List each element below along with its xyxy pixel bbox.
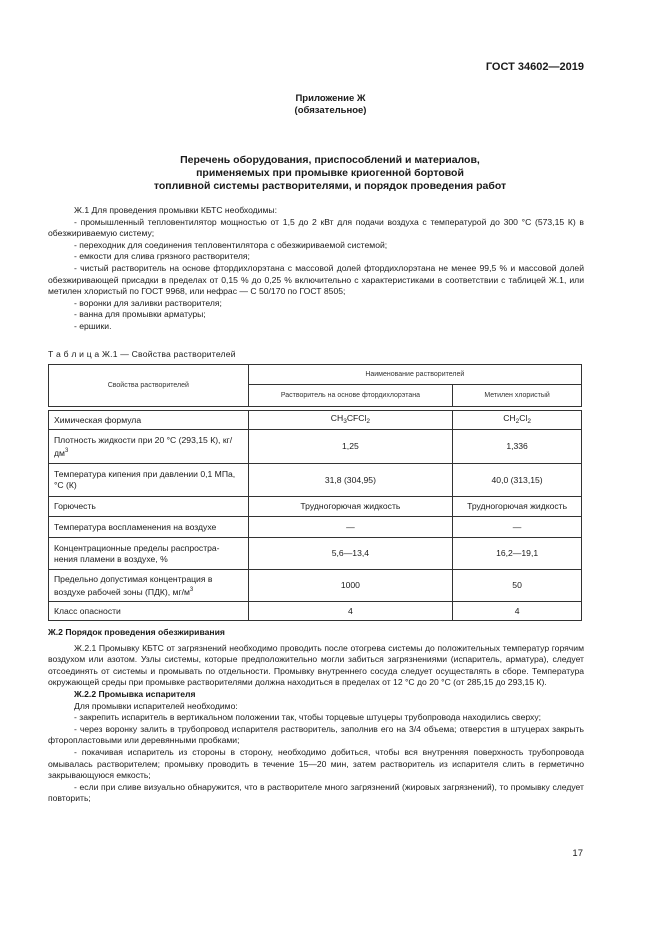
formula-b: $CH_2Cl_2$	[453, 411, 582, 430]
table-row	[49, 570, 582, 602]
cell-value: 4	[453, 602, 582, 621]
table-row	[49, 538, 582, 570]
heading-line-1: Перечень оборудования, приспособлений и материалов,	[180, 154, 480, 166]
table-row	[49, 464, 582, 497]
list-item: - закрепить испаритель в вертикальном положении так, чтобы торцевые штуцеры трубопровода находились сверху;	[74, 712, 542, 723]
row-label: Горючесть	[49, 497, 249, 517]
cell-value: 40,0 (313,15)	[453, 464, 582, 497]
formula-a: $CH_3CFCl_2$	[248, 411, 453, 430]
row-label: Предельно допустимая концентрация в воздухе рабочей зоны (ПДК), $мг/м^3$	[49, 570, 249, 602]
table-row	[49, 517, 582, 538]
subsection-title: Ж.2.2 Промывка испарителя	[74, 688, 196, 699]
cell-value: 4	[248, 602, 453, 621]
table-row	[49, 497, 582, 517]
heading-line-2: применяемых при промывке криогенной бортовой	[196, 167, 464, 179]
annex-title: Приложение Ж	[295, 93, 366, 104]
annex-status: (обязательное)	[294, 105, 367, 116]
paragraph: Ж.2.1 Промывку КБТС от загрязнений необходимо проводить после отогрева системы до положительных температур горячим воздухом или азотом. Узлы системы, которые предположительно могли забиться загрязнениями (испаритель, арматура), следует отсоединять от системы и промывать по отдельности. Промывку внутреннего сосуда следует осуществлять в сборе. Температура окружающей среды при промывке растворителями должна находиться в пределах от 12 °С до 20 °С (от 285,15 до 293,15 К).	[48, 642, 584, 688]
list-item: - через воронку залить в трубопровод испарителя растворитель, заполнив его на 3/4 объема; отверстия в штуцерах закрыть фторопластовыми или деревянными пробками;	[48, 723, 584, 746]
cell-value: 5,6—13,4	[248, 538, 453, 570]
cell-value: 16,2—19,1	[453, 538, 582, 570]
list-item: - ванна для промывки арматуры;	[74, 309, 206, 320]
list-item: - ершики.	[74, 320, 112, 331]
intro-section	[48, 205, 584, 333]
list-item: - покачивая испаритель из стороны в сторону, необходимо добиться, чтобы вся внутренняя поверхность трубопровода омывалась растворителем; промывку проводить в течение 15—20 мин, затем растворитель из испарителя слить в герметично закрывающуюся емкость;	[48, 746, 584, 781]
cell-value: 31,8 (304,95)	[248, 464, 453, 497]
page-number: 17	[572, 848, 583, 859]
header-properties: Свойства растворителей	[49, 365, 249, 407]
list-item: - переходник для соединения тепловентилятора с обезжириваемой системой;	[74, 239, 388, 250]
list-item: - если при сливе визуально обнаружится, что в растворителе много загрязнений (жировых загрязнений), то промывку следует повторить;	[48, 781, 584, 804]
cell-value: 50	[453, 570, 582, 602]
row-label: Температура воспламенения на воздухе	[49, 517, 249, 538]
list-item: - промышленный тепловентилятор мощностью от 1,5 до 2 кВт для подачи воздуха с температурой до 300 °С (573,15 К) в обезжириваемую систему;	[48, 216, 584, 239]
row-label: Плотность жидкости при 20 °С (293,15 К), $кг/дм^3$	[49, 430, 249, 464]
cell-value: —	[453, 517, 582, 538]
cell-value: 1000	[248, 570, 453, 602]
annex-heading	[80, 154, 580, 193]
row-label: Температура кипения при давлении 0,1 МПа, °С (К)	[49, 464, 249, 497]
solvent-properties-table	[48, 364, 582, 621]
section-2	[48, 627, 584, 805]
row-label: Химическая формула	[49, 411, 249, 430]
intro-paragraph: Ж.1 Для проведения промывки КБТС необходимы:	[74, 205, 277, 215]
header-solvent-a: Растворитель на основе фтордихлорэтана	[248, 385, 453, 407]
cell-value: 1,336	[453, 430, 582, 464]
section-title: Ж.2 Порядок проведения обезжиривания	[48, 627, 225, 637]
list-item: - емкости для слива грязного растворителя;	[74, 251, 250, 262]
list-item: - чистый растворитель на основе фтордихлорэтана с массовой долей фтордихлорэтана не менее 99,5 % и массовой долей обезжиривающей присадки в пределах от 0,15 % до 0,25 % включительно с характеристиками в соответствии с таблицей Ж.1, или метилен хлористый по ГОСТ 9968, или нефрас — С 50/170 по ГОСТ 8505;	[48, 262, 584, 297]
table-row	[49, 602, 582, 621]
table-row	[49, 430, 582, 464]
heading-line-3: топливной системы растворителями, и порядок проведения работ	[153, 180, 507, 192]
table-caption: Т а б л и ц а Ж.1 — Свойства растворителей	[48, 349, 236, 359]
header-solvent-names: Наименование растворителей	[248, 365, 581, 385]
paragraph: Для промывки испарителей необходимо:	[74, 700, 238, 711]
standard-code: ГОСТ 34602—2019	[485, 61, 584, 73]
row-label: Класс опасности	[49, 602, 249, 621]
cell-value: 1,25	[248, 430, 453, 464]
table-row	[49, 411, 582, 430]
cell-value: Трудногорючая жидкость	[453, 497, 582, 517]
row-label: Концентрационные пределы распростра-нения пламени в воздухе, %	[49, 538, 249, 570]
list-item: - воронки для заливки растворителя;	[74, 297, 222, 308]
cell-value: Трудногорючая жидкость	[248, 497, 453, 517]
cell-value: —	[248, 517, 453, 538]
header-solvent-b: Метилен хлористый	[453, 385, 582, 407]
